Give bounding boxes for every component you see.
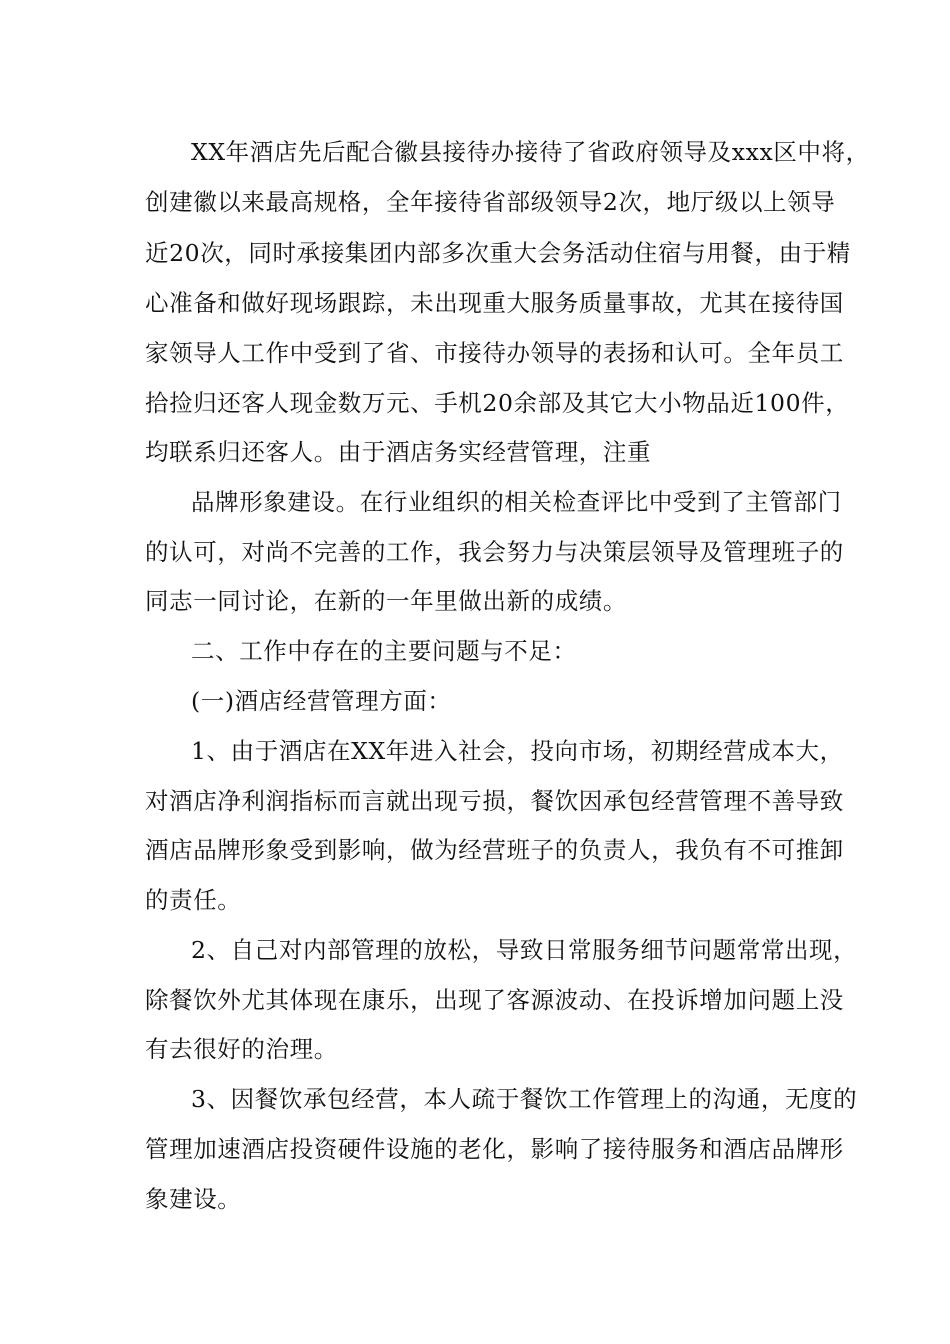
paragraph-line: 的责任。 — [145, 886, 242, 914]
paragraph-line: 2、自己对内部管理的放松，导致日常服务细节问题常常出现， — [191, 936, 858, 964]
paragraph-line: 心准备和做好现场跟踪，未出现重大服务质量事故，尤其在接待国 — [145, 289, 844, 317]
paragraph-line: 同志一同讨论，在新的一年里做出新的成绩。 — [145, 587, 627, 615]
paragraph-line: 酒店品牌形象受到影响，做为经营班子的负责人，我负有不可推卸 — [145, 836, 844, 864]
subsection-heading: (一)酒店经营管理方面： — [191, 687, 452, 715]
paragraph-line: 3、因餐饮承包经营，本人疏于餐饮工作管理上的沟通，无度的 — [191, 1085, 858, 1113]
paragraph-line: 家领导人工作中受到了省、市接待办领导的表扬和认可。全年员工 — [145, 339, 844, 367]
paragraph-line: 均联系归还客人。由于酒店务实经营管理，注重 — [145, 438, 652, 466]
paragraph-line: 管理加速酒店投资硬件设施的老化，影响了接待服务和酒店品牌形 — [145, 1135, 844, 1163]
paragraph-line: 近20次，同时承接集团内部多次重大会务活动住宿与用餐，由于精 — [145, 239, 851, 267]
paragraph-line: 创建徽以来最高规格，全年接待省部级领导2次，地厅级以上领导 — [145, 188, 836, 216]
paragraph-line: 1、由于酒店在XX年进入社会，投向市场，初期经营成本大， — [191, 737, 844, 765]
section-heading: 二、工作中存在的主要问题与不足： — [191, 637, 577, 665]
paragraph-line: 有去很好的治理。 — [145, 1035, 338, 1063]
paragraph-line: XX年酒店先后配合徽县接待办接待了省政府领导及xxx区中将， — [191, 138, 870, 166]
paragraph-line: 除餐饮外尤其体现在康乐，出现了客源波动、在投诉增加问题上没 — [145, 986, 844, 1014]
paragraph-line: 品牌形象建设。在行业组织的相关检查评比中受到了主管部门 — [191, 488, 842, 516]
paragraph-line: 的认可，对尚不完善的工作，我会努力与决策层领导及管理班子的 — [145, 538, 844, 566]
paragraph-line: 拾捡归还客人现金数万元、手机20余部及其它大小物品近100件， — [145, 389, 850, 417]
paragraph-line: 对酒店净利润指标而言就出现亏损，餐饮因承包经营管理不善导致 — [145, 787, 844, 815]
paragraph-line: 象建设。 — [145, 1185, 242, 1213]
